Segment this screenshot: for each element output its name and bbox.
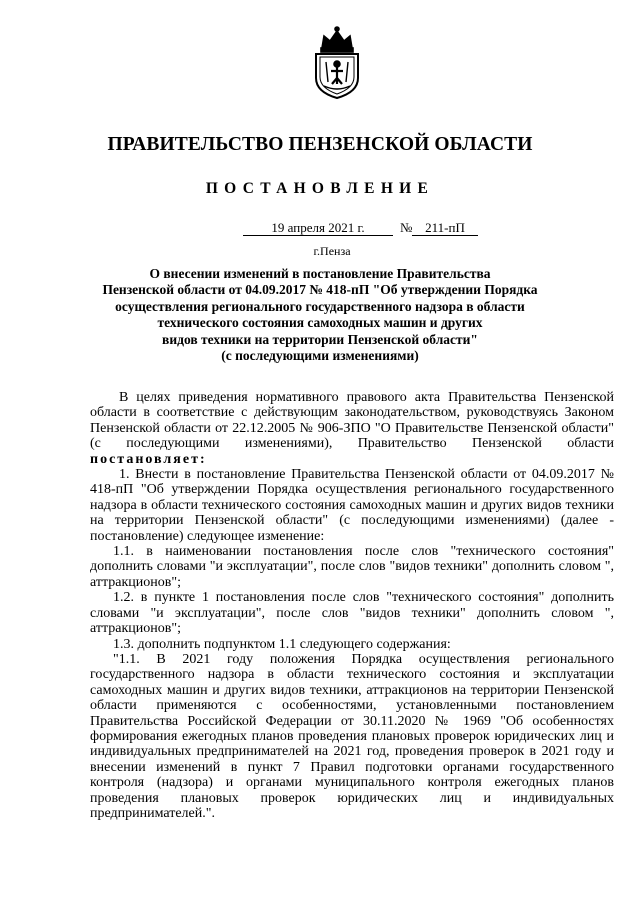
subject-line: технического состояния самоходных машин и других	[157, 315, 483, 331]
subject-line: Пензенской области от 04.09.2017 № 418-пП "Об утверждении Порядка	[102, 282, 538, 298]
item-1-1: 1.1. в наименовании постановления после слов "технического состояния" дополнить словами "и эксплуатации", после слов "видов техники" дополнить словом ", аттракционов";	[90, 544, 614, 590]
coat-of-arms-emblem	[310, 26, 364, 100]
document-type: ПОСТАНОВЛЕНИЕ	[205, 180, 435, 197]
decree-number: 211-пП	[412, 220, 478, 236]
preamble-paragraph	[90, 390, 614, 467]
preamble-text: В целях приведения нормативного правового акта Правительства Пензенской области в соответствие с действующим законодательством, руководствуясь Законом Пензенской области от 22.12.2005 № 906-ЗПО "О Правительстве Пензенской области" (с последующими изменениями), Правительство Пензенской области	[90, 390, 614, 452]
resolves-word: постановляет:	[90, 451, 207, 467]
government-title: ПРАВИТЕЛЬСТВО ПЕНЗЕНСКОЙ ОБЛАСТИ	[107, 134, 533, 155]
item-1-3: 1.3. дополнить подпунктом 1.1 следующего содержания:	[113, 636, 451, 652]
city: г.Пенза	[313, 244, 351, 258]
decree-date: 19 апреля 2021 г.	[243, 220, 393, 236]
subject-line: видов техники на территории Пензенской области"	[162, 331, 478, 347]
item-1-2: 1.2. в пункте 1 постановления после слов "технического состояния" дополнить словами "и эксплуатации", после слов "видов техники" дополнить словом ", аттракционов";	[90, 590, 614, 637]
item-1: 1. Внести в постановление Правительства Пензенской области от 04.09.2017 № 418-пП "Об утверждении Порядка осуществления регионального государственного надзора в области технического состояния самоходных машин и других видов техники на территории Пензенской области" (с последующими изменениями) (далее - постановление) следующее изменение:	[90, 467, 614, 544]
subject-line: (с последующими изменениями)	[221, 348, 419, 364]
decree-body	[90, 390, 614, 821]
quoted-subitem: "1.1. В 2021 году положения Порядка осуществления регионального государственного надзора в области технического состояния и эксплуатации самоходных машин и других видов техники, аттракционов на территории Пензенской области применяются с особенностями, установленными постановлением Правительства Российской Федерации от 30.11.2020 № 1969 "Об особенностях формирования ежегодных планов проведения плановых проверок юридических лиц и индивидуальных предпринимателей на 2021 год, проведения проверок в 2021 году и внесении изменений в пункт 7 Правил подготовки органами государственного контроля (надзора) и органами муниципального контроля ежегодных планов проведения плановых проверок юридических лиц и индивидуальных предпринимателей.".	[90, 651, 614, 821]
number-sign: №	[400, 220, 413, 235]
subject-line: осуществления регионального государственного надзора в области	[115, 298, 525, 314]
subject-line: О внесении изменений в постановление Правительства	[149, 266, 491, 281]
decree-subject	[90, 266, 550, 364]
